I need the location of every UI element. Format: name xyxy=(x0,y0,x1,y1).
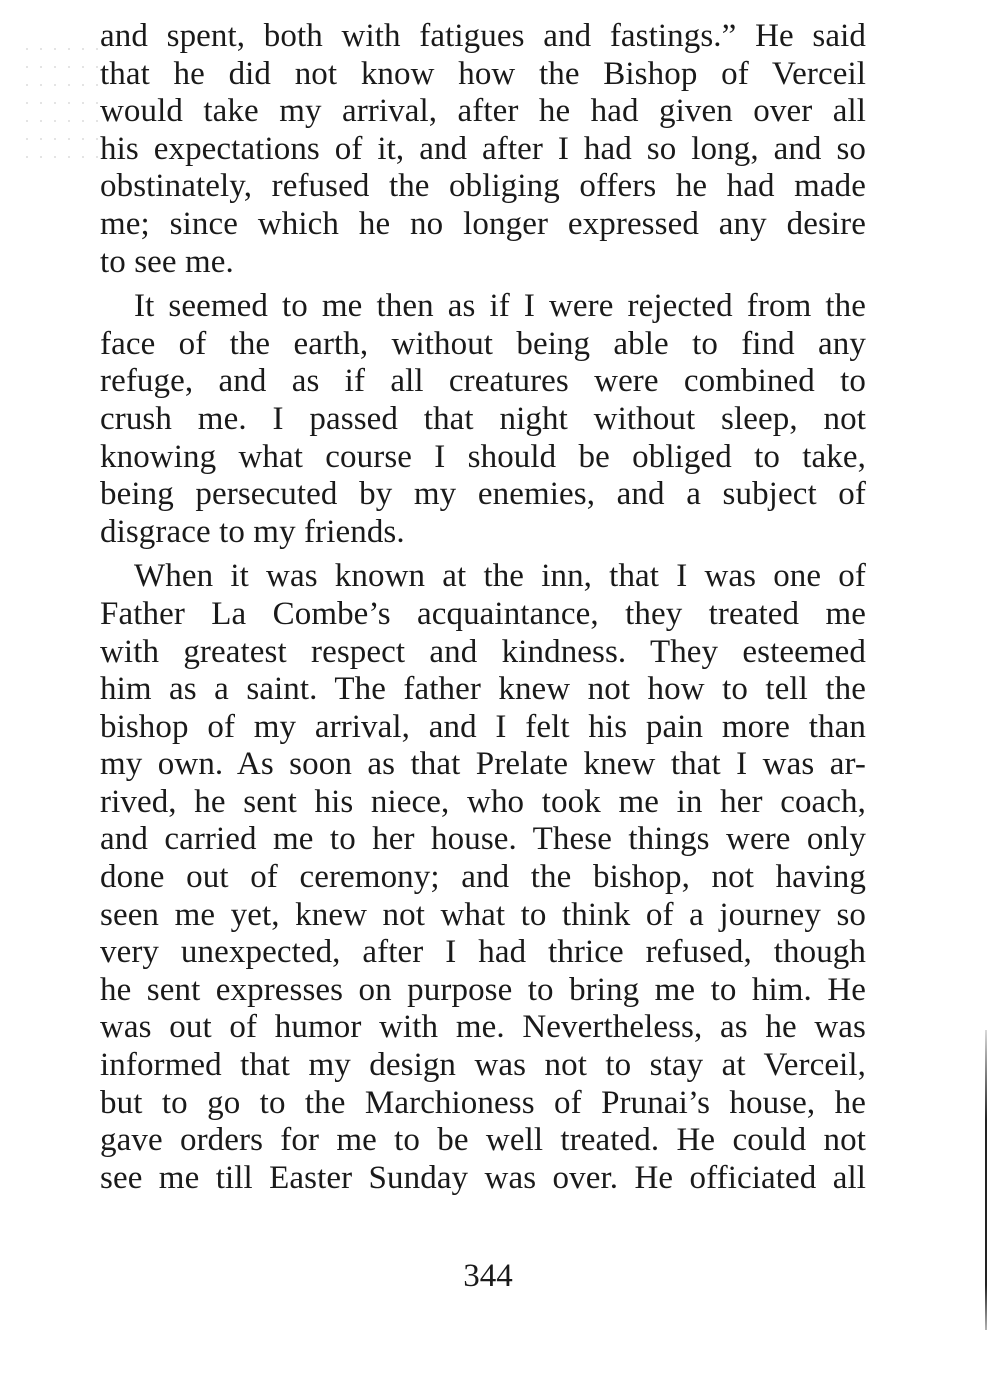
text-line: see me till Easter Sunday was over. He officiated all xyxy=(100,1159,866,1196)
text-line: When it was known at the inn, that I was one of xyxy=(134,558,866,595)
text-line: being persecuted by my enemies, and a subject of xyxy=(100,476,866,513)
text-line: seen me yet, knew not what to think of a journey so xyxy=(100,896,866,933)
text-line: face of the earth, without being able to find any xyxy=(100,325,866,362)
page-number: 344 xyxy=(463,1258,513,1294)
paragraph-2 xyxy=(100,288,866,551)
text-line: and spent, both with fatigues and fastings.” He said xyxy=(100,18,866,54)
text-line: him as a saint. The father knew not how to tell the xyxy=(100,671,866,708)
text-line: Father La Combe’s acquaintance, they treated me xyxy=(100,595,866,632)
paragraph-3 xyxy=(100,558,866,1197)
text-line: rived, he sent his niece, who took me in her coach, xyxy=(100,783,866,820)
text-line: very unexpected, after I had thrice refused, though xyxy=(100,934,866,971)
text-line: with greatest respect and kindness. They esteemed xyxy=(100,633,866,670)
paragraph-1 xyxy=(100,18,866,281)
text-line: but to go to the Marchioness of Prunai’s house, he xyxy=(100,1084,866,1121)
text-line: my own. As soon as that Prelate knew that I was ar- xyxy=(100,746,866,783)
text-line: would take my arrival, after he had given over all xyxy=(100,93,866,130)
text-line: knowing what course I should be obliged to take, xyxy=(100,438,866,475)
text-line: me; since which he no longer expressed any desire xyxy=(100,205,866,242)
scan-noise xyxy=(20,40,100,160)
text-line: It seemed to me then as if I were rejected from the xyxy=(134,288,866,325)
text-line: obstinately, refused the obliging offers he had made xyxy=(100,168,866,205)
text-line: disgrace to my friends. xyxy=(100,513,405,550)
book-page-body xyxy=(100,18,866,1197)
text-line: gave orders for me to be well treated. He could not xyxy=(100,1122,866,1159)
text-line: informed that my design was not to stay at Verceil, xyxy=(100,1047,866,1084)
text-line: done out of ceremony; and the bishop, not having xyxy=(100,859,866,896)
text-line: crush me. I passed that night without sleep, not xyxy=(100,400,866,437)
text-line: refuge, and as if all creatures were combined to xyxy=(100,363,866,400)
text-line: and carried me to her house. These things were only xyxy=(100,821,866,858)
text-line: bishop of my arrival, and I felt his pain more than xyxy=(100,708,866,745)
text-line: to see me. xyxy=(100,243,234,280)
text-line: was out of humor with me. Nevertheless, as he was xyxy=(100,1009,866,1046)
text-line: his expectations of it, and after I had so long, and so xyxy=(100,130,866,167)
text-line: he sent expresses on purpose to bring me to him. He xyxy=(100,971,866,1008)
scan-edge-line xyxy=(985,1030,987,1330)
text-line: that he did not know how the Bishop of Verceil xyxy=(100,55,866,92)
